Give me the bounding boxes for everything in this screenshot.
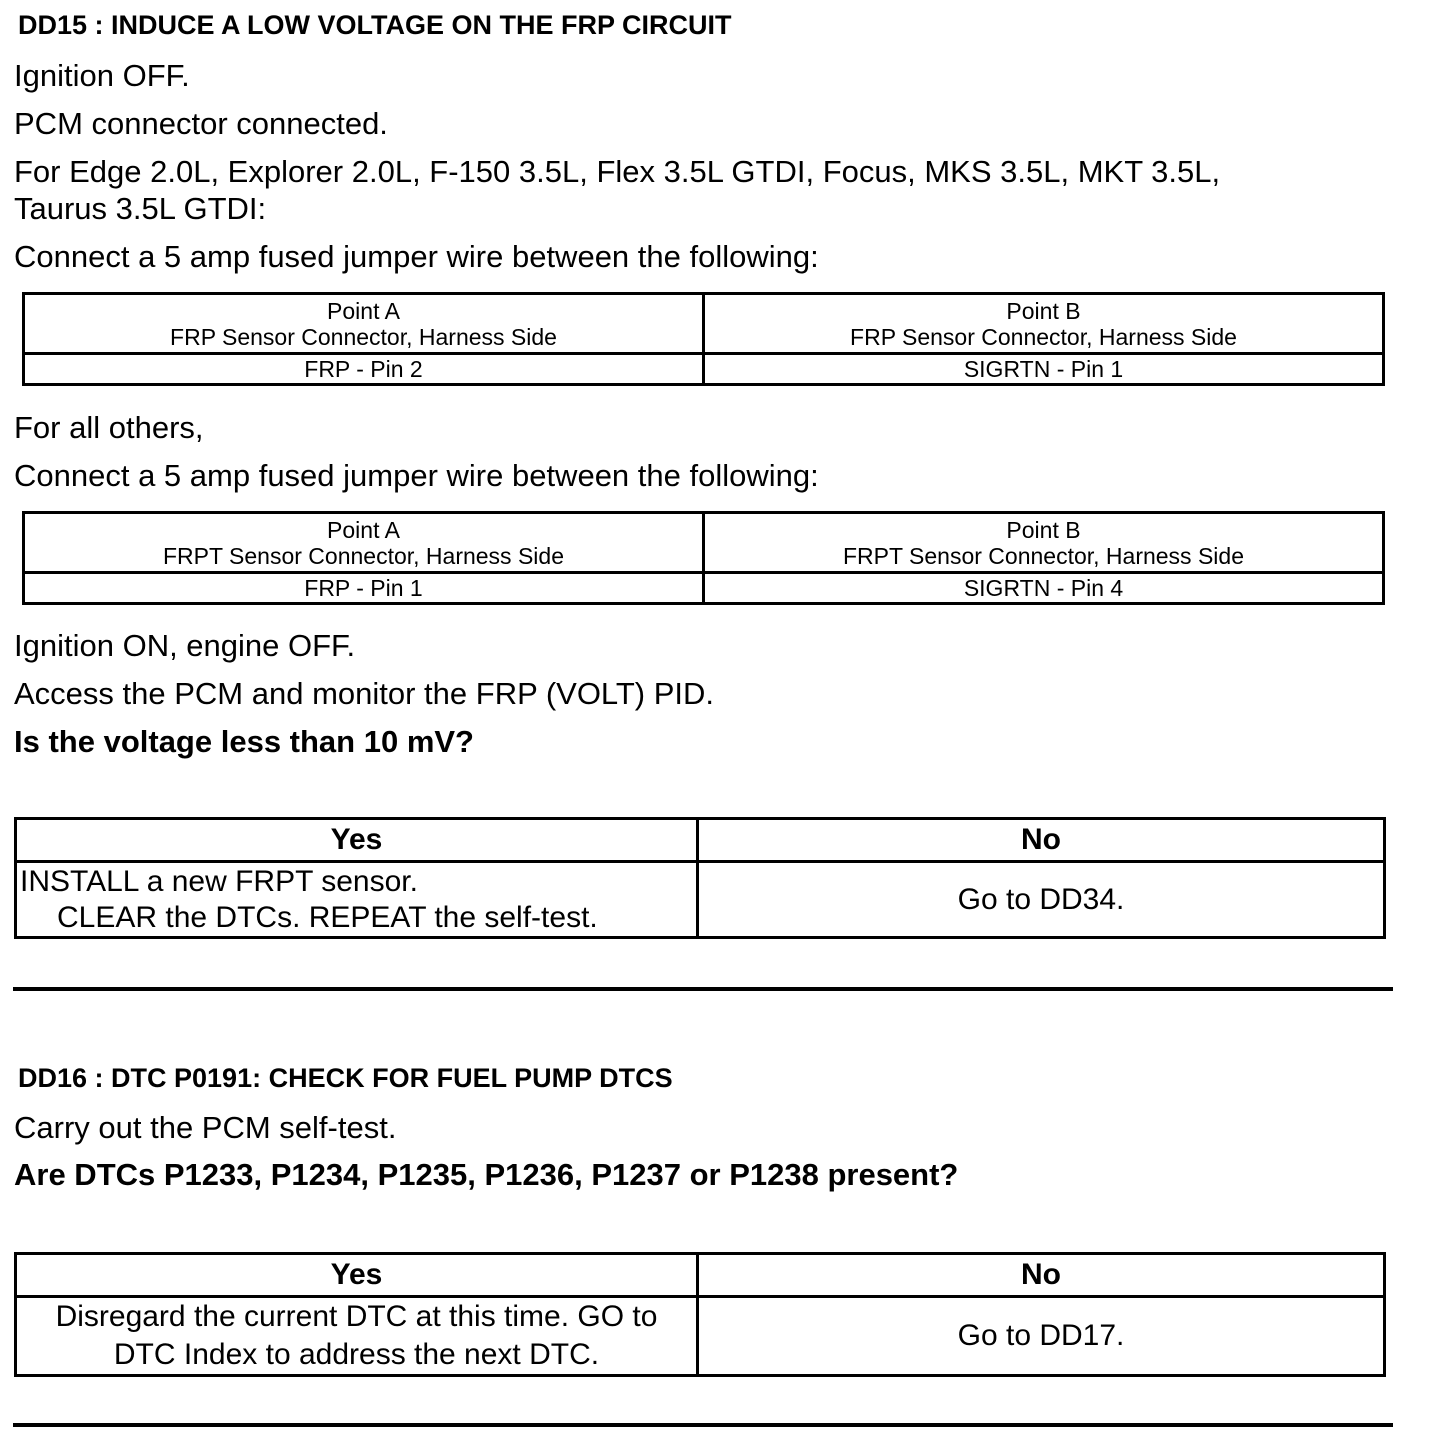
dd16-answer-table	[14, 1252, 1386, 1377]
table2-point-a-value: FRP - Pin 1	[24, 573, 704, 604]
table2-point-a-sub: FRPT Sensor Connector, Harness Side	[163, 542, 564, 569]
dd15-heading: DD15 : INDUCE A LOW VOLTAGE ON THE FRP CIRCUIT	[18, 10, 732, 40]
dd15-step-pcm-connected: PCM connector connected.	[14, 106, 388, 141]
dd15-models-line2: Taurus 3.5L GTDI:	[14, 191, 267, 226]
table2-point-b-header	[704, 513, 1384, 573]
dd15-yes-line1: INSTALL a new FRPT sensor.	[20, 864, 418, 898]
table1-point-a-value: FRP - Pin 2	[24, 354, 704, 385]
dd15-no-cell: Go to DD34.	[698, 862, 1385, 938]
dd15-question: Is the voltage less than 10 mV?	[14, 724, 474, 759]
dd15-yes-cell	[16, 862, 698, 938]
table2-point-b-value: SIGRTN - Pin 4	[704, 573, 1384, 604]
dd15-connect-instruction-1: Connect a 5 amp fused jumper wire between the following:	[14, 239, 819, 274]
table1-point-a-sub: FRP Sensor Connector, Harness Side	[170, 323, 557, 350]
dd15-for-others: For all others,	[14, 410, 204, 445]
dd15-no-header: No	[698, 819, 1385, 862]
table1-point-b-header	[704, 294, 1384, 354]
dd16-yes-cell	[16, 1297, 698, 1376]
dd16-step-self-test: Carry out the PCM self-test.	[14, 1110, 397, 1145]
section-divider-2	[13, 1423, 1393, 1427]
section-divider-1	[13, 987, 1393, 991]
table1-point-b-sub: FRP Sensor Connector, Harness Side	[850, 323, 1237, 350]
dd15-jumper-table-1	[22, 292, 1385, 386]
dd15-yes-line2: CLEAR the DTCs. REPEAT the self-test.	[57, 900, 598, 934]
dd15-step-ignition-off: Ignition OFF.	[14, 58, 190, 93]
table1-point-a-title: Point A	[327, 297, 400, 324]
table2-point-a-title: Point A	[327, 516, 400, 543]
dd15-models-line1: For Edge 2.0L, Explorer 2.0L, F-150 3.5L, Flex 3.5L GTDI, Focus, MKS 3.5L, MKT 3.5L,	[14, 154, 1221, 189]
table1-point-b-value: SIGRTN - Pin 1	[704, 354, 1384, 385]
dd16-question: Are DTCs P1233, P1234, P1235, P1236, P1237 or P1238 present?	[14, 1157, 959, 1192]
table2-point-b-title: Point B	[1006, 516, 1081, 543]
dd16-yes-line2: DTC Index to address the next DTC.	[113, 1338, 600, 1371]
table2-point-b-sub: FRPT Sensor Connector, Harness Side	[843, 542, 1244, 569]
dd16-no-cell: Go to DD17.	[698, 1297, 1385, 1376]
table1-point-a-header	[24, 294, 704, 354]
dd15-connect-instruction-2: Connect a 5 amp fused jumper wire between the following:	[14, 458, 819, 493]
dd15-answer-table	[14, 817, 1386, 939]
dd16-yes-line1: Disregard the current DTC at this time. GO to	[55, 1300, 658, 1333]
dd15-jumper-table-2	[22, 511, 1385, 605]
dd15-yes-header: Yes	[16, 819, 698, 862]
dd16-heading: DD16 : DTC P0191: CHECK FOR FUEL PUMP DTCS	[18, 1063, 673, 1093]
dd16-yes-header: Yes	[16, 1254, 698, 1297]
dd16-no-header: No	[698, 1254, 1385, 1297]
table2-point-a-header	[24, 513, 704, 573]
table1-point-b-title: Point B	[1006, 297, 1081, 324]
dd15-step-access-pcm: Access the PCM and monitor the FRP (VOLT) PID.	[14, 676, 715, 711]
dd15-step-ignition-on: Ignition ON, engine OFF.	[14, 628, 356, 663]
